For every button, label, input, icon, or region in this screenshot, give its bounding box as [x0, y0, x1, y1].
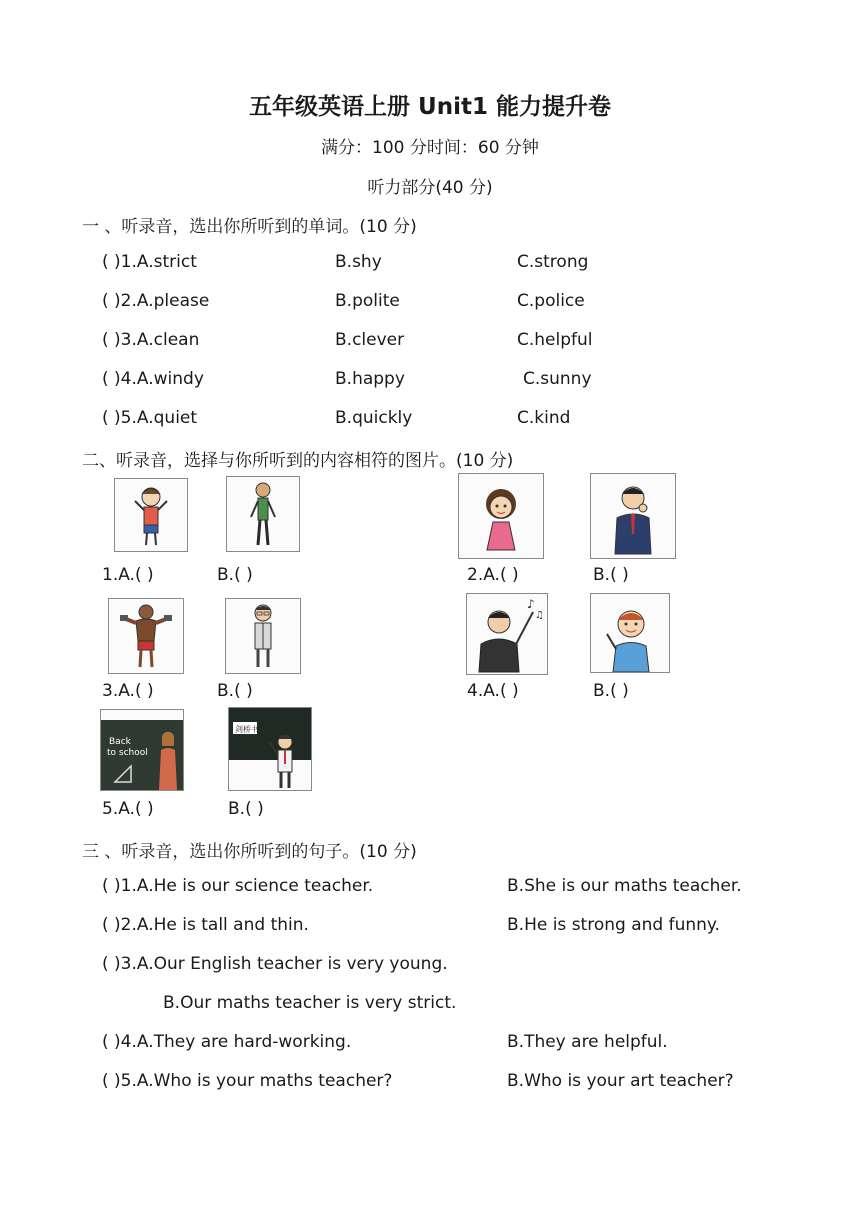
s3-q2-option-a: ( )2.A.He is tall and thin.: [102, 915, 309, 935]
s3-q4-option-a: ( )4.A.They are hard-working.: [102, 1032, 352, 1052]
picture-q5-a-blackboard-teacher: [100, 709, 184, 791]
q1-a-label: 1.A.( ): [102, 565, 154, 585]
s3-q1-option-b: B.She is our maths teacher.: [507, 876, 742, 896]
s3-q4-option-b: B.They are helpful.: [507, 1032, 668, 1052]
section2-heading: 二、听录音，选择与你所听到的内容相符的图片。(10 分): [82, 451, 514, 471]
picture-q4-a-music-teacher: [466, 593, 548, 675]
s3-q5-option-b: B.Who is your art teacher?: [507, 1071, 734, 1091]
board-text-back: Back: [109, 737, 131, 747]
s3-q3-option-a: ( )3.A.Our English teacher is very young.: [102, 954, 448, 974]
s1-q5-option-a: ( )5.A.quiet: [102, 408, 198, 428]
svg-text:♫: ♫: [535, 610, 544, 621]
s1-q1-option-c: C.strong: [517, 252, 589, 272]
score-time-line: 满分：100 分时间：60 分钟: [321, 138, 539, 158]
picture-q3-a-strong-man: [108, 598, 184, 674]
s1-q3-option-c: C.helpful: [517, 330, 593, 350]
board-text-school: to school: [107, 748, 148, 758]
picture-q4-b-boy-waving: [590, 593, 670, 673]
page-title: 五年级英语上册 Unit1 能力提升卷: [249, 94, 611, 120]
q4-b-label: B.( ): [593, 681, 629, 701]
s3-q3-option-b: B.Our maths teacher is very strict.: [163, 993, 457, 1013]
s1-q4-option-b: B.happy: [335, 369, 405, 389]
svg-text:♪: ♪: [527, 597, 535, 611]
q1-b-label: B.( ): [217, 565, 253, 585]
section3-heading: 三 、听录音，选出你所听到的句子。(10 分): [82, 842, 417, 862]
q5-a-label: 5.A.( ): [102, 799, 154, 819]
picture-q1-a-boy: [114, 478, 188, 552]
s3-q5-option-a: ( )5.A.Who is your maths teacher?: [102, 1071, 393, 1091]
s1-q3-option-b: B.clever: [335, 330, 405, 350]
s1-q5-option-b: B.quickly: [335, 408, 413, 428]
picture-q2-b-man: [590, 473, 676, 559]
q5-b-label: B.( ): [228, 799, 264, 819]
s3-q2-option-b: B.He is strong and funny.: [507, 915, 720, 935]
section1-heading: 一 、听录音，选出你所听到的单词。(10 分): [82, 217, 417, 237]
s1-q1-option-b: B.shy: [335, 252, 382, 272]
s1-q3-option-a: ( )3.A.clean: [102, 330, 200, 350]
s1-q5-option-c: C.kind: [517, 408, 571, 428]
s1-q2-option-b: B.polite: [335, 291, 400, 311]
picture-q3-b-thin-man: [225, 598, 301, 674]
board-text-book: 剑桥书: [235, 725, 259, 734]
q4-a-label: 4.A.( ): [467, 681, 519, 701]
s1-q4-option-a: ( )4.A.windy: [102, 369, 204, 389]
q3-a-label: 3.A.( ): [102, 681, 154, 701]
q3-b-label: B.( ): [217, 681, 253, 701]
q2-b-label: B.( ): [593, 565, 629, 585]
picture-q5-b-classroom-teacher: [228, 707, 312, 791]
s1-q4-option-c: C.sunny: [523, 369, 592, 389]
s3-q1-option-a: ( )1.A.He is our science teacher.: [102, 876, 374, 896]
q2-a-label: 2.A.( ): [467, 565, 519, 585]
s1-q2-option-a: ( )2.A.please: [102, 291, 210, 311]
listening-heading: 听力部分(40 分): [367, 178, 493, 198]
s1-q1-option-a: ( )1.A.strict: [102, 252, 197, 272]
s1-q2-option-c: C.police: [517, 291, 585, 311]
picture-q2-a-girl: [458, 473, 544, 559]
picture-q1-b-tall-boy: [226, 476, 300, 552]
